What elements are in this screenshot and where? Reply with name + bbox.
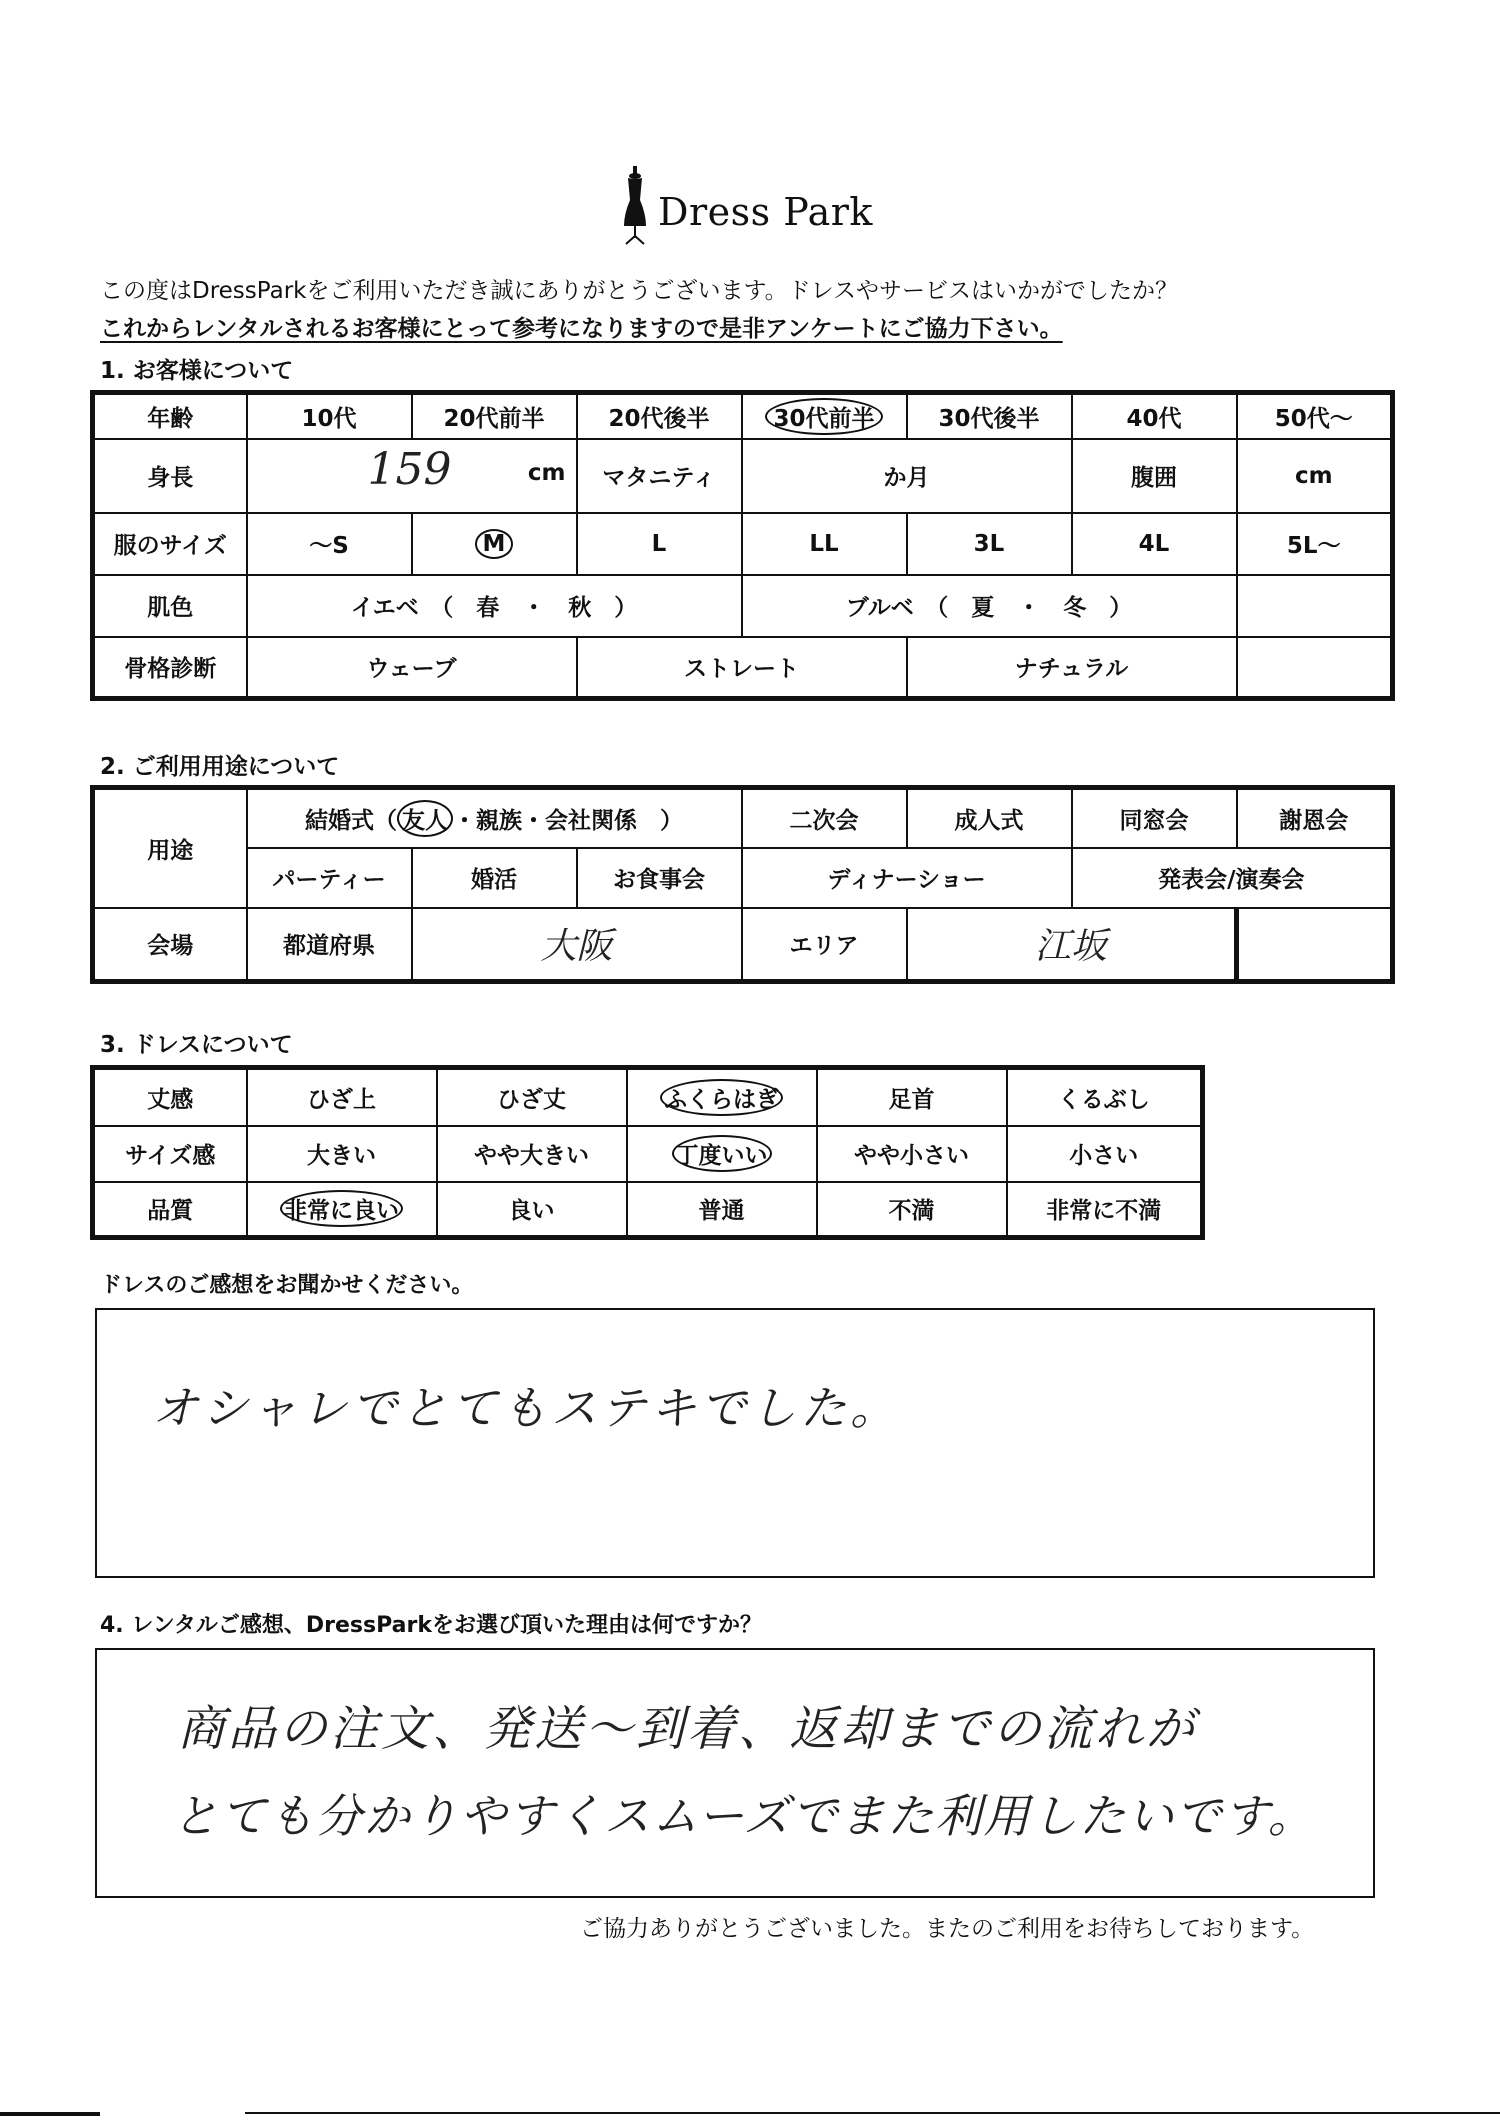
- selected-age: 30代前半: [765, 398, 882, 435]
- venue-row: [93, 908, 1393, 982]
- purpose-option[interactable]: 婚活: [412, 848, 577, 908]
- usage-row-1: [93, 788, 1393, 848]
- length-option-selected[interactable]: [627, 1068, 817, 1126]
- empty-cell: [1237, 637, 1393, 699]
- reason-text-line-2: とても分かりやすくスムーズでまた利用したいです。: [172, 1789, 1316, 1843]
- skin-label: 肌色: [93, 575, 247, 637]
- skin-yellow-option[interactable]: イエベ （ 春 ・ 秋 ）: [247, 575, 742, 637]
- frame-option[interactable]: ストレート: [577, 637, 907, 699]
- purpose-option[interactable]: ディナーショー: [742, 848, 1072, 908]
- selected-quality: 非常に良い: [280, 1190, 403, 1227]
- fit-option[interactable]: やや小さい: [817, 1126, 1007, 1182]
- height-field[interactable]: [247, 439, 577, 513]
- size-row: [93, 513, 1393, 575]
- prefecture-label: 都道府県: [247, 908, 412, 982]
- quality-row: [93, 1182, 1203, 1238]
- size-option-selected[interactable]: [412, 513, 577, 575]
- purpose-option[interactable]: パーティー: [247, 848, 412, 908]
- section-4-title: 4. レンタルご感想、DressParkをお選び頂いた理由は何ですか？: [100, 1613, 762, 1638]
- quality-option[interactable]: 普通: [627, 1182, 817, 1238]
- length-option[interactable]: ひざ丈: [437, 1068, 627, 1126]
- waist-field[interactable]: [1237, 439, 1393, 513]
- area-field[interactable]: [907, 908, 1237, 982]
- skin-blue-option[interactable]: ブルベ （ 夏 ・ 冬 ）: [742, 575, 1237, 637]
- wedding-prefix: 結婚式（: [305, 807, 398, 834]
- fit-option[interactable]: やや大きい: [437, 1126, 627, 1182]
- age-option-selected[interactable]: [742, 393, 907, 439]
- purpose-option[interactable]: お食事会: [577, 848, 742, 908]
- age-option[interactable]: 40代: [1072, 393, 1237, 439]
- age-option[interactable]: 20代後半: [577, 393, 742, 439]
- selected-size: M: [475, 529, 514, 559]
- quality-option[interactable]: 非常に不満: [1007, 1182, 1203, 1238]
- empty-cell: [1237, 908, 1393, 982]
- maternity-label: マタニティ: [577, 439, 742, 513]
- size-option[interactable]: L: [577, 513, 742, 575]
- footer-thanks: ご協力ありがとうございました。またのご利用をお待ちしております。: [580, 1916, 1315, 1942]
- selected-fit: 丁度いい: [672, 1135, 772, 1172]
- size-option[interactable]: 〜S: [247, 513, 412, 575]
- empty-cell: [1237, 575, 1393, 637]
- impression-text: オシャレでとてもステキでした。: [152, 1381, 901, 1435]
- size-option[interactable]: 3L: [907, 513, 1072, 575]
- waist-unit: cm: [1294, 462, 1333, 489]
- quality-option-selected[interactable]: [247, 1182, 437, 1238]
- age-option[interactable]: 30代後半: [907, 393, 1072, 439]
- selected-wedding-friend: 友人: [397, 800, 453, 837]
- fit-label: サイズ感: [93, 1126, 247, 1182]
- purpose-option[interactable]: 謝恩会: [1237, 788, 1393, 848]
- wedding-option[interactable]: [247, 788, 742, 848]
- maternity-unit: か月: [883, 465, 930, 491]
- quality-label: 品質: [93, 1182, 247, 1238]
- section-2-title: 2. ご利用用途について: [100, 754, 340, 780]
- height-unit: cm: [527, 459, 566, 486]
- area-value: 江坂: [1034, 926, 1107, 968]
- frame-option[interactable]: ウェーブ: [247, 637, 577, 699]
- purpose-option[interactable]: 同窓会: [1072, 788, 1237, 848]
- fit-option-selected[interactable]: [627, 1126, 817, 1182]
- venue-label: 会場: [93, 908, 247, 982]
- age-option[interactable]: 50代〜: [1237, 393, 1393, 439]
- frame-row: [93, 637, 1393, 699]
- prefecture-value: 大阪: [540, 926, 613, 968]
- size-option[interactable]: LL: [742, 513, 907, 575]
- frame-option[interactable]: ナチュラル: [907, 637, 1237, 699]
- quality-option[interactable]: 不満: [817, 1182, 1007, 1238]
- age-option[interactable]: 10代: [247, 393, 412, 439]
- quality-option[interactable]: 良い: [437, 1182, 627, 1238]
- age-label: 年齢: [93, 393, 247, 439]
- maternity-field[interactable]: [742, 439, 1072, 513]
- size-option[interactable]: 5L〜: [1237, 513, 1393, 575]
- purpose-option[interactable]: 発表会/演奏会: [1072, 848, 1393, 908]
- wedding-rest: ・親族・会社関係 ）: [453, 807, 684, 834]
- bottom-rule: [245, 2112, 1500, 2114]
- area-label: エリア: [742, 908, 907, 982]
- prefecture-field[interactable]: [412, 908, 742, 982]
- waist-label: 腹囲: [1072, 439, 1237, 513]
- section-1-title: 1. お客様について: [100, 358, 294, 384]
- purpose-label: 用途: [93, 788, 247, 908]
- length-label: 丈感: [93, 1068, 247, 1126]
- impression-label: ドレスのご感想をお聞かせください。: [100, 1273, 474, 1298]
- size-label: 服のサイズ: [93, 513, 247, 575]
- height-value: 159: [367, 443, 452, 495]
- bottom-rule-left: [0, 2112, 100, 2116]
- intro-request-text: これからレンタルされるお客様にとって参考になりますので是非アンケートにご協力下さい。: [100, 316, 1063, 342]
- fit-row: [93, 1126, 1203, 1182]
- age-row: [93, 393, 1393, 439]
- section-3-title: 3. ドレスについて: [100, 1032, 293, 1058]
- selected-length: ふくらはぎ: [660, 1079, 783, 1116]
- height-row: [93, 439, 1393, 513]
- reason-text-line-1: 商品の注文、発送〜到着、返却までの流れが: [177, 1701, 1198, 1757]
- usage-row-2: [93, 848, 1393, 908]
- fit-option[interactable]: 小さい: [1007, 1126, 1203, 1182]
- length-option[interactable]: 足首: [817, 1068, 1007, 1126]
- intro-text: この度はDressParkをご利用いただき誠にありがとうございます。ドレスやサービスはいかがでしたか？: [100, 278, 1178, 304]
- purpose-option[interactable]: 二次会: [742, 788, 907, 848]
- length-option[interactable]: ひざ上: [247, 1068, 437, 1126]
- brand-name: Dress Park: [658, 190, 873, 234]
- length-option[interactable]: くるぶし: [1007, 1068, 1203, 1126]
- size-option[interactable]: 4L: [1072, 513, 1237, 575]
- height-label: 身長: [93, 439, 247, 513]
- impression-box[interactable]: [95, 1308, 1375, 1578]
- reason-box[interactable]: [95, 1648, 1375, 1898]
- skin-row: [93, 575, 1393, 637]
- purpose-option[interactable]: 成人式: [907, 788, 1072, 848]
- length-row: [93, 1068, 1203, 1126]
- usage-table: [90, 785, 1395, 984]
- customer-info-table: [90, 390, 1395, 701]
- age-option[interactable]: 20代前半: [412, 393, 577, 439]
- dress-table: [90, 1065, 1205, 1240]
- fit-option[interactable]: 大きい: [247, 1126, 437, 1182]
- frame-label: 骨格診断: [93, 637, 247, 699]
